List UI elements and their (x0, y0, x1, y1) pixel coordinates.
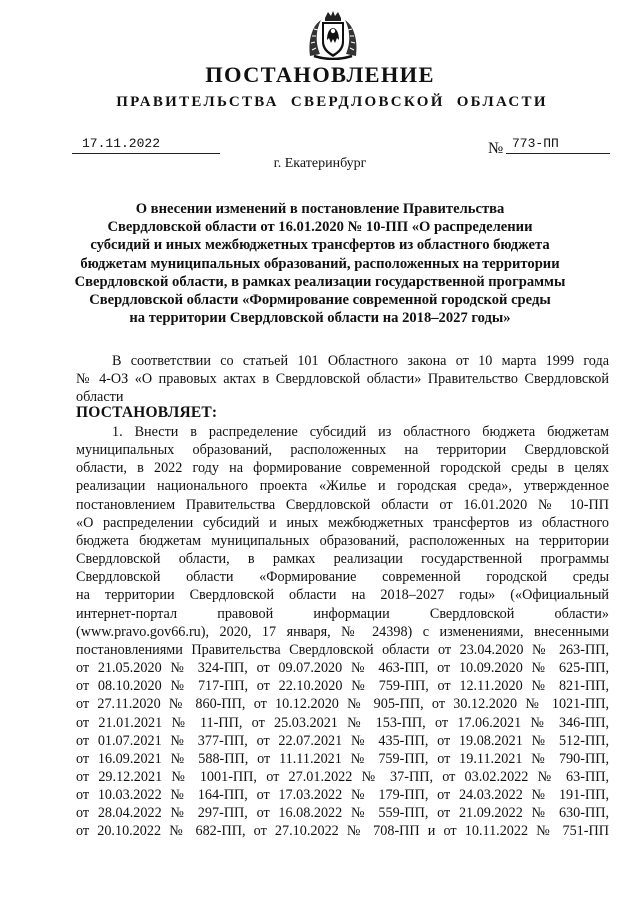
item-line: от 27.11.2020 № 860-ПП, от 10.12.2020 № 905-ПП, от 30.12.2020 № 1021-ПП, (76, 696, 609, 713)
item-line: от 29.12.2021 № 1001-ПП, от 27.01.2022 № 37-ПП, от 03.02.2022 № 63-ПП, (76, 768, 609, 785)
heading-line: Свердловской области «Формирование современной городской среды (89, 292, 551, 309)
preamble-paragraph (76, 352, 609, 406)
document-heading (60, 200, 580, 327)
item-line: муниципальных образований, расположенных на территории Свердловской (76, 442, 609, 459)
item-line: от 28.04.2022 № 297-ПП, от 16.08.2022 № 559-ПП, от 21.09.2022 № 630-ПП, (76, 805, 609, 822)
heading-line: бюджетам муниципальных образований, расположенных на территории (80, 255, 560, 272)
item-line: Свердловской области, в рамках реализации государственной программы (76, 551, 609, 568)
item-line: (www.pravo.gov66.ru), 2020, 17 января, № 24398) с изменениями, внесенными (76, 623, 609, 640)
item-line: Свердловской области «Формирование современной городской среды (76, 569, 609, 586)
city-line: г. Екатеринбург (273, 156, 367, 171)
heading-line: на территории Свердловской области на 2018–2027 годы» (129, 310, 511, 327)
item-line: бюджета бюджетам муниципальных образований, расположенных на территории (76, 532, 609, 549)
item-line: реализации национального проекта «Жилье и городская среда», утвержденное (76, 478, 609, 495)
item-line: «О распределении субсидий и иных межбюджетных трансфертов из областного (76, 514, 609, 531)
item-line: постановлениями Правительства Свердловской области от 23.04.2020 № 263-ПП, (76, 641, 609, 658)
item-line: от 08.10.2020 № 717-ПП, от 22.10.2020 № 759-ПП, от 12.11.2020 № 821-ПП, (76, 678, 609, 695)
document-date: 17.11.2022 (72, 136, 220, 154)
item-line: от 10.03.2022 № 164-ПП, от 17.03.2022 № 179-ПП, от 24.03.2022 № 191-ПП, (76, 787, 609, 804)
heading-line: Свердловской области, в рамках реализации государственной программы (74, 273, 566, 290)
document-type-title: ПОСТАНОВЛЕНИЕ (205, 62, 435, 87)
item-line: 1. Внести в распределение субсидий из областного бюджета бюджетам (112, 424, 609, 440)
item-1-paragraph (76, 423, 609, 841)
item-line: постановлением Правительства Свердловской области от 16.01.2020 № 10-ПП (76, 496, 609, 513)
number-label: № (488, 140, 504, 157)
item-line: от 21.05.2020 № 324-ПП, от 09.07.2020 № 463-ПП, от 10.09.2020 № 625-ПП, (76, 660, 609, 677)
document-number: 773-ПП (506, 136, 610, 154)
item-line: области, в 2022 году на формирование современной городской среды в целях (76, 460, 609, 477)
preamble-line: № 4-ОЗ «О правовых актах в Свердловской области» Правительство Свердловской (76, 371, 609, 388)
item-line: на территории Свердловской области на 2018–2027 годы» («Официальный (76, 587, 609, 604)
coat-of-arms-emblem (306, 10, 360, 60)
item-line: от 16.09.2021 № 588-ПП, от 11.11.2021 № 759-ПП, от 19.11.2021 № 790-ПП, (76, 750, 609, 767)
resolves-heading: ПОСТАНОВЛЯЕТ: (76, 404, 218, 421)
item-line: интернет-портал правовой информации Свердловской области» (76, 605, 609, 622)
preamble-line: области (76, 389, 124, 406)
item-line: от 20.10.2022 № 682-ПП, от 27.10.2022 № 708-ПП и от 10.11.2022 № 751-ПП (76, 823, 609, 840)
item-line: от 21.01.2021 № 11-ПП, от 25.03.2021 № 153-ПП, от 17.06.2021 № 346-ПП, (76, 714, 609, 731)
item-line: от 01.07.2021 № 377-ПП, от 22.07.2021 № 435-ПП, от 19.08.2021 № 512-ПП, (76, 732, 609, 749)
preamble-line: В соответствии со статьей 101 Областного закона от 10 марта 1999 года (112, 353, 609, 369)
heading-line: Свердловской области от 16.01.2020 № 10-ПП «О распределении (107, 219, 533, 236)
heading-line: субсидий и иных межбюджетных трансфертов из областного бюджета (90, 237, 550, 254)
issuing-authority: ПРАВИТЕЛЬСТВА СВЕРДЛОВСКОЙ ОБЛАСТИ (116, 94, 548, 110)
heading-line: О внесении изменений в постановление Правительства (135, 201, 505, 217)
